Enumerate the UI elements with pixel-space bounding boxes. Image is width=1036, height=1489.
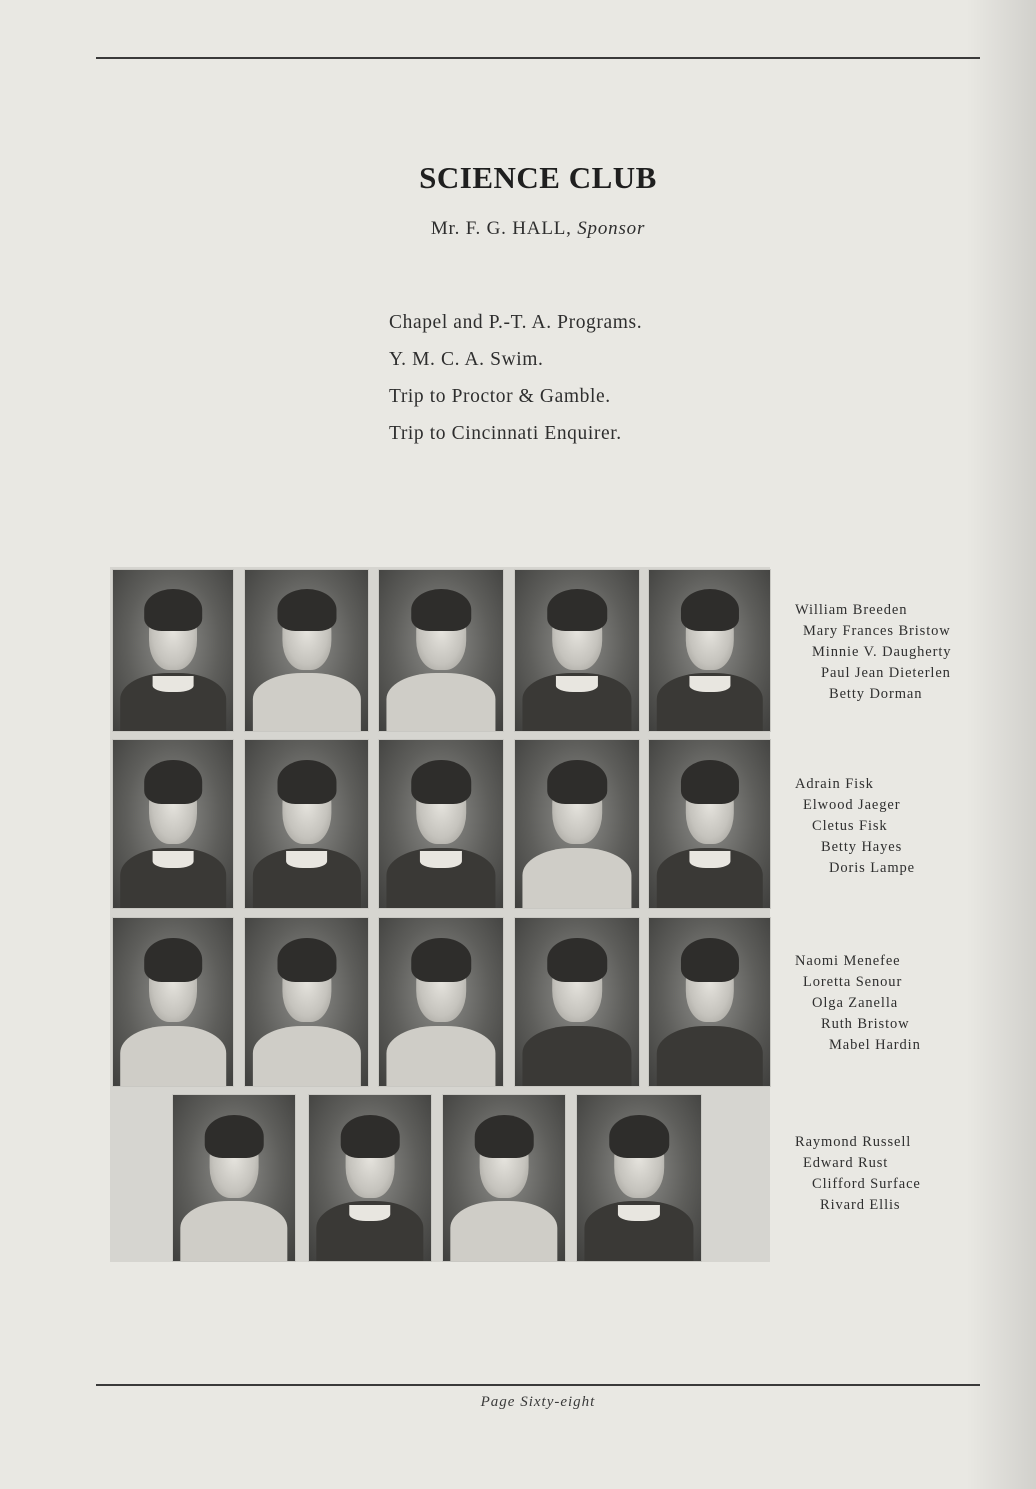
portrait-photo	[112, 569, 234, 732]
member-name: Adrain Fisk	[795, 776, 874, 792]
page-number: Page Sixty-eight	[480, 1394, 596, 1410]
sponsor-name: Mr. F. G. HALL,	[430, 218, 572, 239]
portrait-photo	[576, 1094, 702, 1262]
portrait-photo	[442, 1094, 566, 1262]
member-name: Rivard Ellis	[820, 1197, 901, 1213]
member-name: Naomi Menefee	[795, 953, 901, 969]
portrait-row-4	[110, 1092, 770, 1260]
member-name: Doris Lampe	[829, 860, 916, 876]
portrait-photo	[308, 1094, 432, 1262]
portrait-row-2	[110, 737, 770, 909]
portrait-photo	[648, 917, 771, 1087]
portrait-photo	[244, 917, 369, 1087]
member-name: William Breeden	[795, 602, 908, 618]
member-name: Clifford Surface	[812, 1176, 921, 1192]
names-row-4	[795, 1132, 921, 1216]
member-name: Minnie V. Daugherty	[812, 644, 952, 660]
sponsor-role: Sponsor	[577, 218, 646, 239]
activity-item: Y. M. C. A. Swim.	[389, 349, 544, 370]
activities-list	[389, 304, 642, 452]
names-row-3	[795, 951, 921, 1056]
activity-item: Trip to Cincinnati Enquirer.	[389, 423, 622, 444]
portrait-photo	[112, 917, 234, 1087]
portrait-grid	[110, 567, 770, 1262]
member-name: Betty Dorman	[829, 686, 923, 702]
portrait-row-1	[110, 567, 770, 732]
names-row-2	[795, 774, 915, 879]
portrait-photo	[244, 739, 369, 909]
bottom-rule	[96, 1384, 980, 1386]
portrait-row-3	[110, 915, 770, 1087]
portrait-photo	[378, 739, 504, 909]
portrait-photo	[378, 569, 504, 732]
member-name: Raymond Russell	[795, 1134, 912, 1150]
page-title: SCIENCE CLUB	[419, 160, 657, 195]
portrait-photo	[514, 569, 640, 732]
portrait-photo	[648, 739, 771, 909]
sponsor-line	[0, 218, 1036, 240]
member-name: Cletus Fisk	[812, 818, 888, 834]
member-name: Mary Frances Bristow	[803, 623, 951, 639]
portrait-photo	[172, 1094, 296, 1262]
member-name: Elwood Jaeger	[803, 797, 901, 813]
portrait-photo	[244, 569, 369, 732]
portrait-photo	[378, 917, 504, 1087]
portrait-photo	[514, 917, 640, 1087]
names-row-1	[795, 600, 951, 705]
portrait-photo	[514, 739, 640, 909]
member-name: Ruth Bristow	[821, 1016, 910, 1032]
member-name: Mabel Hardin	[829, 1037, 921, 1053]
member-name: Loretta Senour	[803, 974, 903, 990]
member-name: Edward Rust	[803, 1155, 889, 1171]
top-rule	[96, 57, 980, 59]
activity-item: Trip to Proctor & Gamble.	[389, 386, 611, 407]
portrait-photo	[112, 739, 234, 909]
portrait-photo	[648, 569, 771, 732]
activity-item: Chapel and P.-T. A. Programs.	[389, 312, 643, 333]
member-name: Paul Jean Dieterlen	[821, 665, 951, 681]
member-name: Betty Hayes	[821, 839, 903, 855]
member-name: Olga Zanella	[812, 995, 899, 1011]
